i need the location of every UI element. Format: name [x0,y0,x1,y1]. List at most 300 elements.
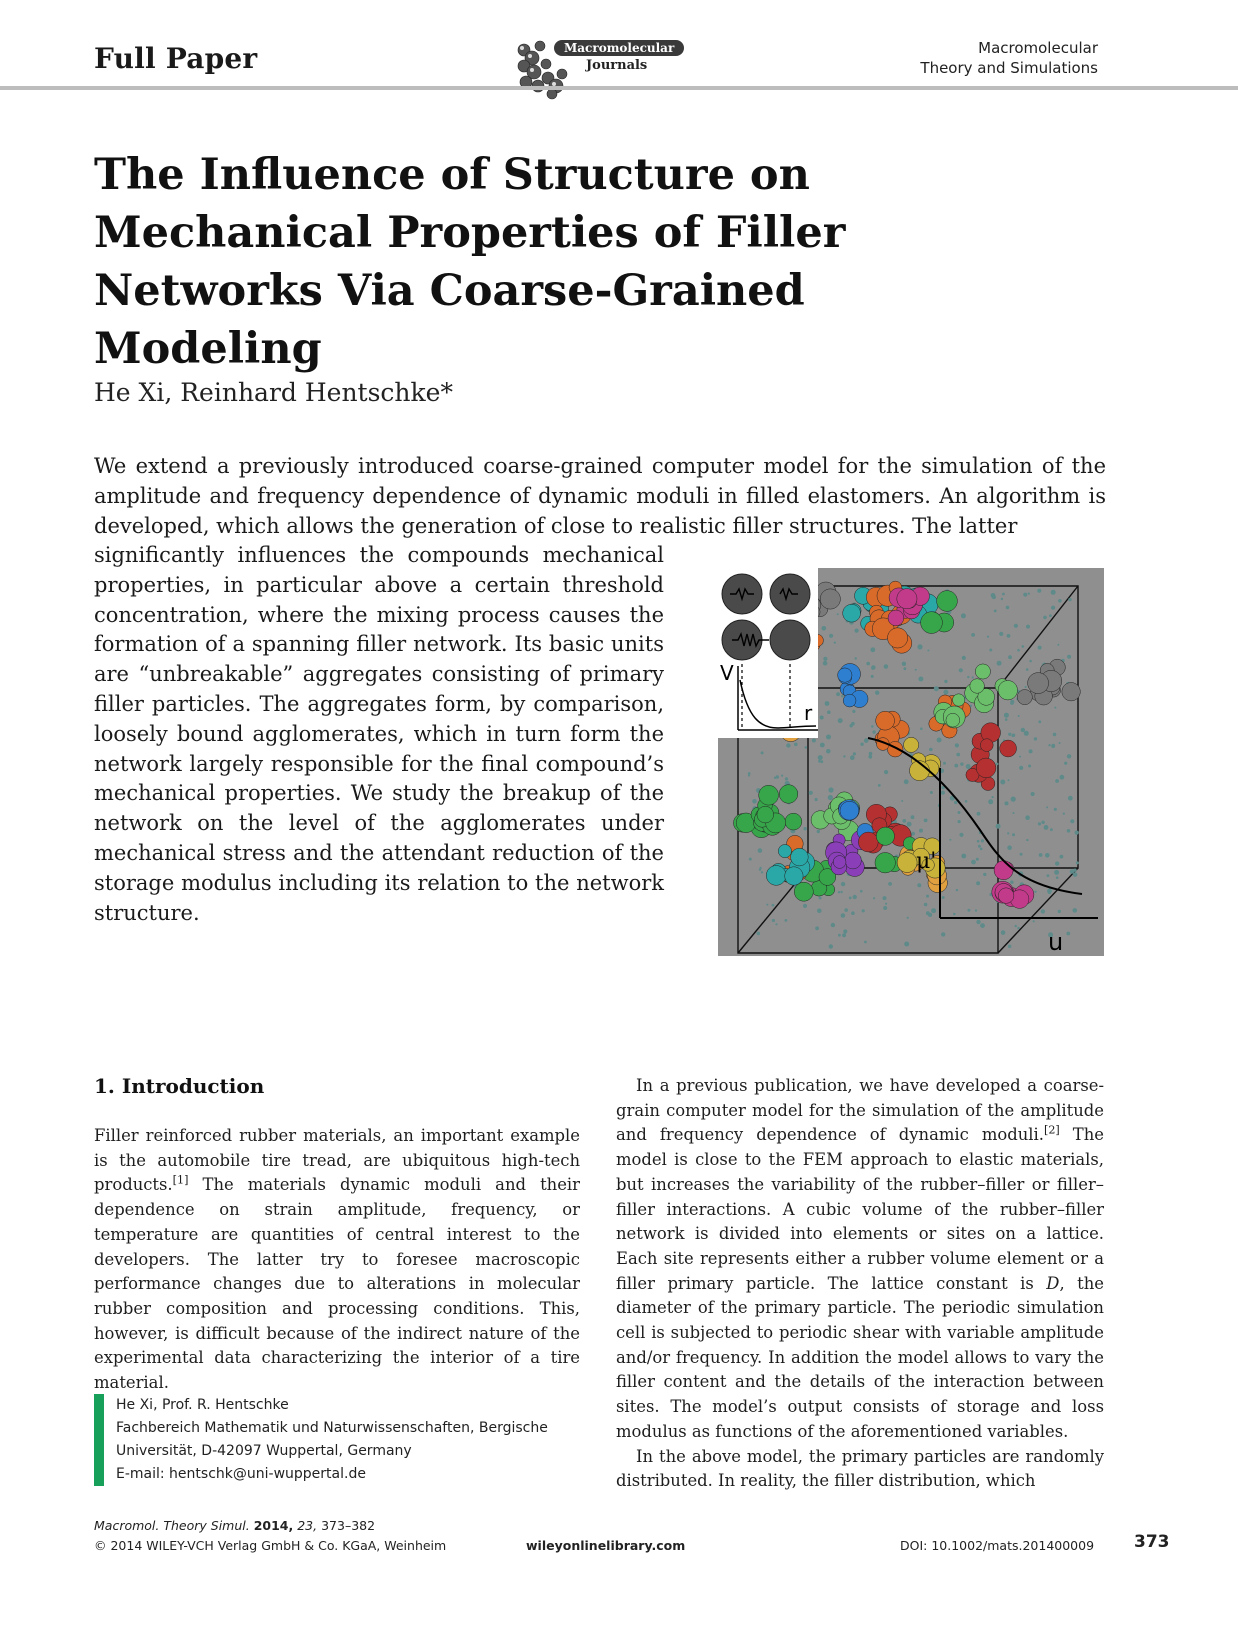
matrix-site-dot [1068,796,1073,801]
matrix-site-dot [855,629,859,633]
matrix-site-dot [759,869,761,871]
matrix-site-dot [1011,797,1016,802]
matrix-site-dot [926,895,929,898]
matrix-site-dot [1029,749,1033,753]
matrix-site-dot [942,896,945,899]
inset-r-label: r [804,701,813,725]
matrix-site-dot [1007,845,1012,850]
matrix-site-dot [1015,925,1017,927]
matrix-site-dot [929,748,933,752]
filler-particle-sphere [1000,740,1017,757]
footer-citation: Macromol. Theory Simul. 2014, 23, 373–382 [94,1518,376,1533]
matrix-site-dot [1060,775,1065,780]
matrix-site-dot [1014,624,1018,628]
matrix-site-dot [1075,831,1079,835]
logo-title: Macromolecular [554,40,684,56]
abstract-top: We extend a previously introduced coarse-grained computer model for the simulation of the amplitude and frequency dependence of dynamic moduli in filled elastomers. An algorithm is developed, which allows the generation of close to realistic filler structures. The latter [94,454,1106,538]
matrix-site-dot [1052,744,1055,747]
matrix-site-dot [961,854,966,859]
matrix-site-dot [838,934,841,937]
matrix-site-dot [1000,780,1005,785]
filler-particle-sphere [858,832,878,852]
matrix-site-dot [820,760,823,763]
matrix-site-dot [1045,853,1050,858]
matrix-site-dot [871,725,873,727]
matrix-site-dot [1008,945,1012,949]
matrix-site-dot [809,791,813,795]
matrix-site-dot [1004,713,1009,718]
matrix-site-dot [828,795,833,800]
matrix-site-dot [980,848,983,851]
matrix-site-dot [919,829,923,833]
matrix-site-dot [1006,606,1010,610]
filler-particle-sphere [876,711,895,730]
filler-particle-sphere [994,861,1013,880]
matrix-site-dot [1019,766,1023,770]
matrix-site-dot [831,923,835,927]
filler-particle-sphere [840,801,859,820]
matrix-site-dot [920,727,923,730]
filler-particle-sphere [998,888,1014,904]
matrix-site-dot [1038,720,1041,723]
matrix-site-dot [911,832,915,836]
matrix-site-dot [1034,891,1036,893]
matrix-site-dot [976,881,980,885]
filler-particle-sphere [785,867,803,885]
matrix-site-dot [930,791,933,794]
matrix-site-dot [972,676,974,678]
matrix-site-dot [971,860,976,865]
matrix-site-dot [958,820,961,823]
matrix-site-dot [1060,855,1064,859]
matrix-site-dot [1017,649,1020,652]
matrix-site-dot [1017,927,1020,930]
matrix-site-dot [1070,869,1074,873]
matrix-site-dot [918,677,923,682]
matrix-site-dot [888,882,892,886]
matrix-site-dot [999,632,1003,636]
matrix-site-dot [827,710,831,714]
matrix-site-dot [869,752,873,756]
citation-2[interactable]: [2] [1044,1123,1060,1137]
filler-particle-sphere [1062,683,1080,701]
matrix-site-dot [1056,876,1059,879]
filler-particle-sphere [976,758,996,778]
matrix-site-dot [875,691,879,695]
matrix-site-dot [941,932,945,936]
matrix-site-dot [977,840,980,843]
matrix-site-dot [817,909,822,914]
matrix-site-dot [1041,821,1044,824]
matrix-site-dot [967,676,969,678]
matrix-site-dot [786,743,790,747]
filler-network-illustration [718,568,1104,956]
matrix-site-dot [871,675,874,678]
matrix-site-dot [812,739,816,743]
filler-particle-sphere [897,853,917,873]
intro-paragraph: Filler reinforced rubber materials, an important example is the automobile tire tread, are ubiquitous high-tech products.[1] The materials dynamic moduli and their dependence on strain amplitude, frequency, or temperature are quantities of central interest to the developers. The latter try to foresee macroscopic performance changes due to alterations in molecular rubber composition and processing conditions. This, however, is difficult because of the indirect nature of the experimental data characterizing the interior of a tire material. [94,1126,580,1393]
matrix-site-dot [1031,792,1035,796]
matrix-site-dot [1050,828,1053,831]
matrix-site-dot [1049,614,1052,617]
filler-particle-sphere [1017,690,1032,705]
affiliation-department: Fachbereich Mathematik und Naturwissenschaften, Bergische [116,1420,548,1436]
matrix-site-dot [870,647,875,652]
matrix-site-dot [866,662,870,666]
matrix-site-dot [1046,806,1048,808]
matrix-site-dot [842,933,846,937]
matrix-site-dot [928,913,932,917]
matrix-site-dot [826,735,831,740]
matrix-site-dot [803,904,807,908]
filler-particle-sphere [888,628,908,648]
matrix-site-dot [829,634,833,638]
matrix-site-dot [1010,881,1013,884]
matrix-site-dot [931,908,936,913]
filler-particle-sphere [998,681,1017,700]
matrix-site-dot [855,657,857,659]
matrix-site-dot [988,799,993,804]
matrix-site-dot [958,811,961,814]
matrix-site-dot [1053,733,1057,737]
inset-v-label: V [720,661,734,685]
amplitude-label: u [1048,928,1064,956]
matrix-site-dot [766,904,768,906]
matrix-site-dot [956,753,960,757]
matrix-site-dot [904,667,907,670]
matrix-site-dot [843,929,847,933]
matrix-site-dot [1037,589,1041,593]
matrix-site-dot [1033,920,1035,922]
matrix-site-dot [761,871,763,873]
matrix-site-dot [1057,644,1059,646]
matrix-site-dot [981,839,984,842]
matrix-site-dot [904,942,909,947]
matrix-site-dot [924,903,928,907]
journal-name [920,38,1098,78]
matrix-site-dot [1008,733,1011,736]
matrix-site-dot [1058,599,1062,603]
matrix-site-dot [953,913,956,916]
matrix-site-dot [1038,646,1042,650]
matrix-site-dot [1039,853,1043,857]
matrix-site-dot [836,692,840,696]
matrix-site-dot [976,858,979,861]
matrix-site-dot [843,755,845,757]
author-list: He Xi, Reinhard Hentschke* [94,378,453,407]
filler-particle-sphere [953,694,965,706]
matrix-site-dot [885,903,887,905]
matrix-site-dot [829,944,833,948]
matrix-site-dot [1026,625,1030,629]
matrix-site-dot [820,743,825,748]
matrix-site-dot [841,882,845,886]
footer-website-link[interactable]: wileyonlinelibrary.com [526,1538,686,1553]
matrix-site-dot [864,738,869,743]
matrix-site-dot [873,897,875,899]
citation-1[interactable]: [1] [172,1173,189,1187]
filler-particle-sphere [980,739,993,752]
matrix-site-dot [1019,756,1021,758]
filler-particle-sphere [785,813,802,830]
filler-particle-sphere [820,589,840,609]
matrix-site-dot [991,593,996,598]
header-rule [0,86,1238,90]
matrix-site-dot [1051,606,1055,610]
matrix-site-dot [1044,825,1049,830]
affiliation-address: Universität, D-42097 Wuppertal, Germany [116,1443,412,1459]
abstract-continued: significantly influences the compounds mechanical properties, in particular above a certain threshold concentration, where the mixing process causes the formation of a spanning filler network. Its basic units are “unbreakable” aggregates consisting of primary filler particles. The aggregates form, by comparison, loosely bound agglomerates, which in turn form the network largely responsible for the final compound’s mechanical properties. We study the breakup of the network on the level of the agglomerates under mechanical stress and the attendant reduction of the storage modulus including its relation to the network structure. [94,543,664,925]
matrix-site-dot [1022,645,1025,648]
matrix-site-dot [987,636,989,638]
matrix-site-dot [1008,655,1012,659]
filler-particle-sphere [757,806,774,823]
matrix-site-dot [977,812,981,816]
matrix-site-dot [1012,734,1015,737]
matrix-site-dot [815,798,818,801]
matrix-site-dot [1054,707,1056,709]
matrix-site-dot [803,827,806,830]
filler-particle-sphere [843,694,856,707]
matrix-site-dot [1054,808,1057,811]
filler-particle-sphere [937,591,958,612]
matrix-site-dot [1028,593,1030,595]
matrix-site-dot [840,891,842,893]
filler-particle-sphere [887,741,903,757]
matrix-site-dot [1020,853,1023,856]
matrix-site-dot [868,755,872,759]
filler-particle-sphere [1028,673,1049,694]
journal-name-line2: Theory and Simulations [920,59,1098,77]
matrix-site-dot [902,819,906,823]
affiliation-accent-bar [94,1394,104,1486]
matrix-site-dot [826,749,831,754]
matrix-site-dot [749,858,752,861]
matrix-site-dot [971,633,975,637]
matrix-site-dot [1073,908,1078,913]
matrix-site-dot [1051,590,1056,595]
matrix-site-dot [850,755,855,760]
matrix-site-dot [864,941,867,944]
matrix-site-dot [862,909,865,912]
matrix-site-dot [884,770,888,774]
matrix-site-dot [955,743,959,747]
matrix-site-dot [1005,801,1009,805]
matrix-site-dot [1041,909,1045,913]
author-affiliation [116,1394,548,1486]
journal-name-line1: Macromolecular [978,39,1098,57]
filler-particle-sphere [875,853,895,873]
matrix-site-dot [820,716,824,720]
matrix-site-dot [965,800,968,803]
article-title: The Influence of Structure on Mechanical Properties of Filler Networks Via Coarse-Grained Modeling [94,150,846,374]
filler-particle-sphere [845,852,862,869]
matrix-site-dot [1064,762,1067,765]
matrix-site-dot [902,662,906,666]
matrix-site-dot [1076,861,1079,864]
matrix-site-dot [1034,737,1037,740]
filler-particle-sphere [946,713,960,727]
matrix-site-dot [904,779,909,784]
filler-particle-sphere [794,882,813,901]
matrix-site-dot [752,799,757,804]
matrix-site-dot [1028,765,1031,768]
matrix-site-dot [917,883,921,887]
matrix-site-dot [805,746,808,749]
matrix-site-dot [1007,832,1009,834]
matrix-site-dot [828,787,833,792]
matrix-site-dot [996,763,999,766]
matrix-site-dot [758,848,763,853]
matrix-site-dot [838,718,843,723]
matrix-site-dot [927,650,929,652]
matrix-site-dot [943,690,948,695]
filler-particle-sphere [876,827,894,845]
filler-particle-sphere [975,664,990,679]
matrix-site-dot [852,710,855,713]
matrix-site-dot [901,800,903,802]
matrix-site-dot [883,906,887,910]
matrix-site-dot [966,764,971,769]
matrix-site-dot [997,661,1002,666]
matrix-site-dot [774,777,776,779]
matrix-site-dot [1001,930,1006,935]
filler-particle-sphere [833,856,846,869]
matrix-site-dot [1055,861,1059,865]
matrix-site-dot [1024,731,1029,736]
matrix-site-dot [960,762,963,765]
matrix-site-dot [911,815,915,819]
matrix-site-dot [860,890,863,893]
matrix-site-dot [757,932,761,936]
matrix-site-dot [817,830,820,833]
matrix-site-dot [978,845,981,848]
matrix-site-dot [1055,779,1059,783]
right-column [616,1074,1104,1494]
matrix-site-dot [883,896,887,900]
filler-particle-sphere [897,589,917,609]
matrix-site-dot [785,777,788,780]
footer-doi[interactable]: DOI: 10.1002/mats.201400009 [900,1538,1095,1553]
matrix-site-dot [841,913,846,918]
affiliation-names: He Xi, Prof. R. Hentschke [116,1397,289,1413]
filler-particle-sphere [921,612,943,634]
matrix-site-dot [1002,593,1005,596]
filler-particle-sphere [766,866,786,886]
matrix-site-dot [1054,870,1059,875]
graphical-abstract-figure [718,568,1104,956]
matrix-site-dot [944,680,947,683]
matrix-site-dot [819,897,822,900]
matrix-site-dot [962,656,966,660]
matrix-site-dot [1029,660,1032,663]
matrix-site-dot [1021,728,1025,732]
matrix-site-dot [849,897,852,900]
matrix-site-dot [825,701,830,706]
matrix-site-dot [1067,829,1071,833]
matrix-site-dot [853,895,857,899]
matrix-site-dot [967,909,970,912]
filler-particle-sphere [970,679,985,694]
matrix-site-dot [959,833,963,837]
matrix-site-dot [1066,932,1070,936]
matrix-site-dot [989,649,992,652]
matrix-site-dot [1023,593,1027,597]
matrix-site-dot [924,819,928,823]
matrix-site-dot [1059,742,1061,744]
matrix-site-dot [1048,744,1050,746]
matrix-site-dot [1005,718,1008,721]
matrix-site-dot [872,730,875,733]
matrix-site-dot [1068,598,1071,601]
matrix-site-dot [975,909,977,911]
filler-particle-sphere [778,845,791,858]
matrix-site-dot [823,657,827,661]
matrix-site-dot [849,724,852,727]
matrix-site-dot [959,668,963,672]
matrix-site-dot [785,919,788,922]
modulus-label: μ' [916,849,937,874]
matrix-site-dot [1026,839,1028,841]
filler-particle-sphere [843,604,861,622]
matrix-site-dot [1058,910,1061,913]
journal-logo [510,28,690,104]
matrix-site-dot [851,911,855,915]
matrix-site-dot [1070,819,1074,823]
footer-copyright: © 2014 WILEY-VCH Verlag GmbH & Co. KGaA, Weinheim [94,1538,447,1553]
matrix-site-dot [1063,813,1065,815]
matrix-site-dot [781,775,783,777]
matrix-site-dot [838,891,840,893]
matrix-site-dot [1008,779,1010,781]
matrix-site-dot [943,762,946,765]
matrix-site-dot [772,919,775,922]
matrix-site-dot [772,904,775,907]
matrix-site-dot [983,873,986,876]
section-heading-introduction: 1. Introduction [94,1074,265,1098]
matrix-site-dot [1047,874,1050,877]
paragraph-random-distribution: In the above model, the primary particles are randomly distributed. In reality, the filler distribution, which [616,1446,1104,1491]
filler-particle-sphere [791,848,809,866]
matrix-site-dot [834,642,836,644]
matrix-site-dot [1012,833,1015,836]
matrix-site-dot [841,695,844,698]
matrix-site-dot [761,751,764,754]
page-number: 373 [1134,1532,1170,1552]
matrix-site-dot [794,743,798,747]
matrix-site-dot [815,926,819,930]
matrix-site-dot [878,784,881,787]
potential-inset [718,568,818,738]
matrix-site-dot [937,738,942,743]
affiliation-email[interactable]: E-mail: hentschk@uni-wuppertal.de [116,1466,366,1482]
filler-particle-sphere [759,785,779,805]
matrix-site-dot [1001,598,1003,600]
matrix-site-dot [822,626,827,631]
matrix-site-dot [976,920,980,924]
filler-particle-sphere [904,737,919,752]
matrix-site-dot [907,822,912,827]
matrix-site-dot [941,791,945,795]
matrix-site-dot [949,839,951,841]
matrix-site-dot [954,764,958,768]
matrix-site-dot [996,824,1001,829]
matrix-site-dot [961,613,966,618]
section-label: Full Paper [94,42,258,75]
matrix-site-dot [853,752,856,755]
matrix-site-dot [917,644,922,649]
matrix-site-dot [775,923,777,925]
